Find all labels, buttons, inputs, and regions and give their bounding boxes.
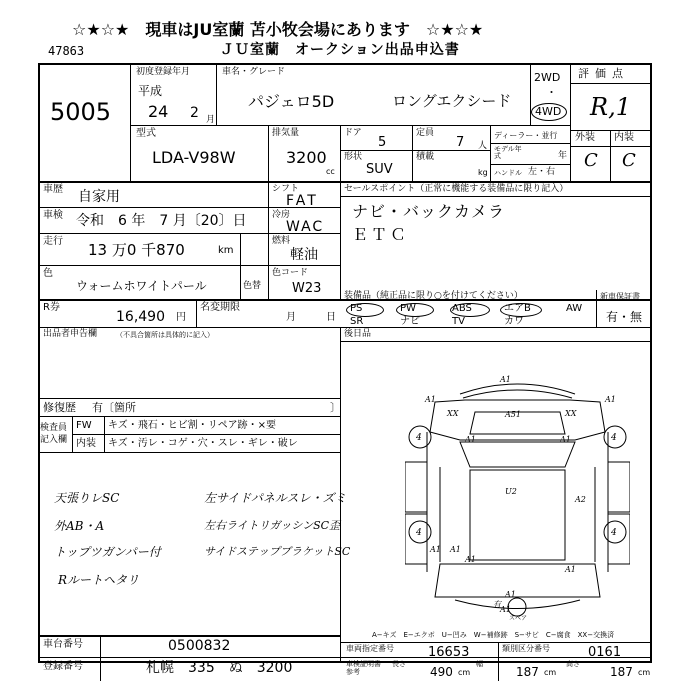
kg-unit: kg	[478, 168, 488, 177]
spare-label: スペア	[509, 615, 528, 622]
length-label: 長さ	[392, 660, 406, 668]
damage-mark: XX	[565, 409, 577, 418]
damage-mark: A2	[575, 495, 586, 504]
remark-7: サイドステップブラケットSC	[204, 545, 351, 558]
drive-4wd: 4WD	[535, 105, 562, 118]
damage-mark: A1	[465, 555, 476, 564]
color-code: W23	[292, 281, 322, 296]
month-unit: 月	[206, 115, 216, 125]
fuel: 軽油	[290, 247, 318, 263]
fw-checks: キズ・飛石・ヒビ割・リペア跡・×要	[108, 420, 276, 431]
capacity: 7	[456, 135, 465, 150]
equipment-item-bottom: TV	[452, 316, 465, 327]
dealer-label: ディーラー・並行	[494, 131, 558, 140]
height-value: 187	[610, 665, 633, 679]
exterior-grade: C	[584, 150, 598, 171]
cert-number: 16653	[428, 645, 470, 660]
drive-separator: ・	[546, 86, 557, 99]
reg-number: 札幌 335 ぬ 3200	[146, 660, 293, 676]
doors-label: ドア	[344, 128, 362, 138]
car-grade: ロングエクシード	[392, 92, 512, 110]
chassis-label: 車台番号	[43, 639, 83, 650]
width-value: 187	[516, 665, 539, 679]
color-code-label: 色コード	[272, 268, 309, 278]
equipment-row	[344, 304, 594, 328]
drive-2wd: 2WD	[534, 71, 561, 84]
wheel-front-right: 4	[611, 433, 617, 443]
paint-change-label: 色替	[243, 281, 262, 291]
wheel-front-left: 4	[416, 433, 422, 443]
reg-number-label: 登録番号	[43, 661, 83, 672]
capacity-label: 定員	[416, 128, 435, 138]
grade-value: R,1	[590, 93, 631, 121]
equipment-item-bottom: ナビ	[400, 316, 420, 327]
manual-value: 有・無	[606, 310, 643, 324]
damage-mark: U2	[505, 487, 517, 496]
handle: 左・右	[528, 167, 556, 177]
remarks-label: 後日品	[344, 329, 372, 339]
remark-4: Rルートヘタリ	[58, 573, 140, 587]
sales-point-line-2: ＥＴＣ	[352, 225, 410, 244]
fw-label: FW	[76, 420, 92, 431]
damage-mark: A1	[430, 545, 441, 554]
person-unit: 人	[478, 141, 488, 151]
displacement-label: 排気量	[272, 128, 300, 138]
length-unit: cm	[458, 668, 471, 677]
damage-mark: A1	[565, 565, 576, 574]
cc-unit: cc	[326, 167, 335, 176]
height-label: 高さ	[566, 660, 580, 668]
damage-mark: A1	[560, 435, 571, 444]
damage-mark: 有	[493, 600, 501, 609]
height-unit: cm	[638, 668, 651, 677]
handle-label: ハンドル	[494, 169, 522, 177]
mileage: 13 万0 千870	[88, 241, 185, 259]
damage-mark: A1	[500, 375, 511, 384]
aircon-label: 冷房	[272, 210, 291, 220]
year-unit: 年	[558, 151, 568, 161]
class-label: 類別区分番号	[502, 644, 550, 653]
equipment-item-top: ABS	[452, 303, 472, 314]
doors: 5	[378, 135, 387, 150]
report-note: （不具合箇所は具体的に記入）	[116, 331, 214, 339]
recycle-label: R券	[43, 302, 60, 313]
damage-mark: A1	[605, 395, 616, 404]
wheel-rear-left: 4	[416, 528, 422, 538]
first-reg-label: 初度登録年月	[136, 67, 191, 77]
model-code: LDA-V98W	[152, 148, 236, 167]
inspector-label-1: 検査員	[40, 423, 68, 433]
model-year-label: モデル年式	[494, 145, 522, 160]
remark-1: 天張りレSC	[54, 491, 120, 505]
form-subtitle: ＪＵ室蘭 オークション出品申込書	[220, 42, 460, 58]
name-change-label: 名変期限	[200, 302, 240, 313]
history-label: 車歴	[43, 184, 63, 195]
equipment-item-top: PS	[350, 303, 363, 314]
interior-checks: キズ・汚レ・コゲ・穴・スレ・ギレ・破レ	[108, 438, 298, 449]
car-name: パジェロ5D	[248, 92, 335, 111]
shape-label: 形状	[344, 152, 363, 162]
yen-unit: 円	[176, 312, 186, 323]
ref-label: 車検証明書参考	[346, 660, 381, 676]
remark-6: 左右ライトリガッシンSC歪	[204, 519, 341, 532]
sales-point-line-1: ナビ・バックカメラ	[352, 202, 506, 221]
shaken-label: 車検	[43, 210, 63, 221]
fuel-label: 燃料	[272, 236, 291, 246]
car-damage-diagram	[405, 372, 630, 622]
length-value: 490	[430, 665, 453, 679]
sales-point-label: セールスポイント（正常に機能する装備品に限り記入）	[344, 184, 569, 194]
chassis-number: 0500832	[168, 638, 231, 654]
damage-mark: A1	[500, 605, 511, 614]
width-label: 幅	[476, 660, 483, 668]
displacement: 3200	[286, 148, 327, 167]
damage-legend: A−キズ E−エクボ U−凹み W−補修跡 S−サビ C−腐食 XX−交換済	[372, 631, 615, 639]
interior-inspection-label: 内装	[76, 438, 96, 449]
damage-mark: A1	[505, 590, 516, 599]
grade-label: 評価点	[578, 67, 629, 80]
lot-number: 5005	[50, 98, 112, 126]
exterior-label: 外装	[575, 132, 595, 143]
remark-5: 左サイドパネルスレ・ズミ	[204, 491, 347, 505]
equipment-item-top: PW	[400, 303, 416, 314]
equipment-item-bottom: カワ	[504, 316, 524, 327]
damage-mark: A1	[465, 435, 476, 444]
interior-label: 内装	[614, 132, 634, 143]
interior-grade: C	[622, 150, 636, 171]
remark-3: トップツガンパー付	[54, 545, 161, 559]
header-title: ☆★☆★ 現車はJU室蘭 苫小牧会場にあります ☆★☆★	[72, 20, 484, 39]
load-label: 積載	[416, 152, 435, 162]
equipment-label: 装備品（純正品に限り○を付けてください）	[344, 291, 523, 301]
equipment-item-top: エアB	[504, 303, 531, 314]
model-label: 型式	[136, 128, 156, 139]
color-name: ウォームホワイトパール	[76, 279, 207, 293]
name-change-month: 月	[286, 312, 296, 323]
repair-value: 有〔箇所	[92, 401, 136, 414]
aircon: WAC	[286, 219, 325, 235]
repair-close: 〕	[330, 401, 341, 414]
damage-mark: XX	[447, 409, 459, 418]
damage-mark: A1	[450, 545, 461, 554]
history-value: 自家用	[78, 189, 120, 205]
wheel-rear-right: 4	[611, 528, 617, 538]
shift-label: シフト	[272, 184, 300, 194]
km-unit: km	[218, 245, 234, 256]
remark-2: 外AB・A	[54, 519, 105, 533]
cert-label: 車両指定番号	[346, 644, 394, 653]
inspector-label-2: 記入欄	[40, 435, 68, 445]
manual-label: 新車保証書	[600, 292, 640, 301]
damage-mark: A1	[425, 395, 436, 404]
width-unit: cm	[544, 668, 557, 677]
reg-year: 24	[148, 102, 169, 121]
form-number: 47863	[48, 44, 85, 58]
shaken-date: 令和 6 年 7 月〔20〕日	[76, 213, 247, 229]
name-change-day: 日	[326, 312, 336, 323]
shape: SUV	[366, 162, 393, 177]
report-label: 出品者申告欄	[43, 329, 98, 339]
reg-month: 2	[190, 105, 199, 121]
recycle-fee: 16,490	[116, 309, 165, 325]
class-number: 0161	[588, 645, 622, 660]
shift: FAT	[286, 193, 319, 209]
reg-era: 平成	[138, 84, 163, 98]
color-label: 色	[43, 268, 53, 279]
equipment-item-bottom: SR	[350, 316, 364, 327]
equipment-item-top: AW	[566, 303, 583, 314]
damage-mark: A51	[505, 410, 521, 419]
mileage-label: 走行	[43, 236, 63, 247]
car-name-label: 車名・グレード	[222, 67, 286, 77]
repair-label: 修復歴	[43, 401, 76, 414]
